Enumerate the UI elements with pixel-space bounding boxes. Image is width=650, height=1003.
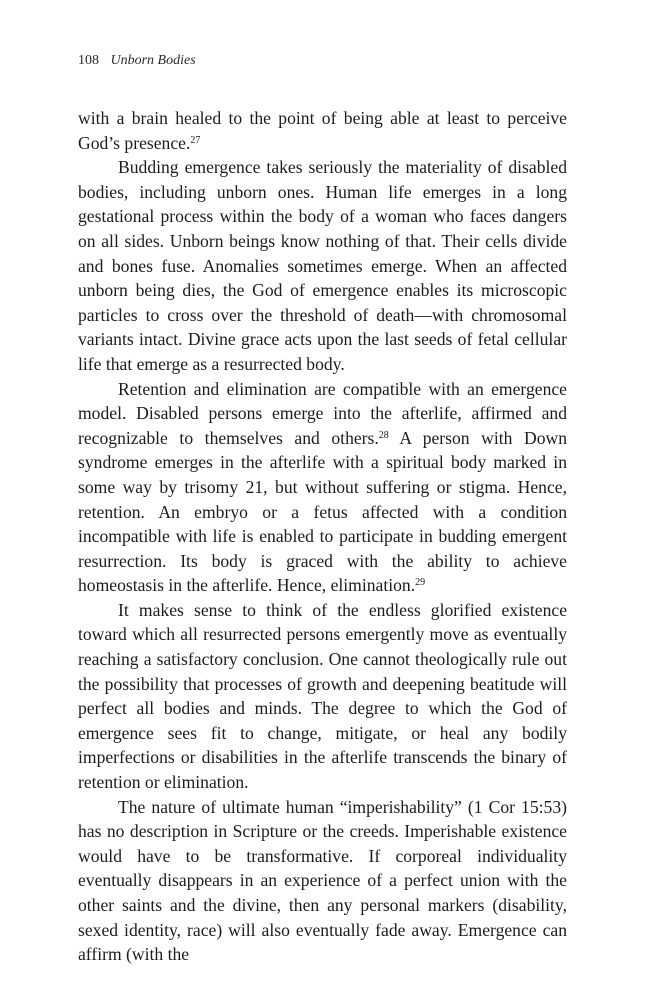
footnote-marker-27: 27	[190, 134, 201, 146]
paragraph-4-text: It makes sense to think of the endless glorified existence toward which all resurrected persons emergently move as eventually reaching a satisfactory conclusion. One cannot theologically rule out the possibility that processes of growth and deepening beatitude will perfect all bodies and minds. The degree to which the God of emergence sees fit to change, mitigate, or heal any bodily imperfections or disabilities in the afterlife transcends the binary of retention or elimination.	[78, 599, 567, 793]
paragraph-4	[78, 598, 567, 795]
paragraph-3-text-before-note: Retention and elimination are compatible with an emergence model. Disabled persons emerge into the afterlife, affirmed and recognizable to themselves and others.	[78, 378, 567, 448]
paragraph-1-text: with a brain healed to the point of being able at least to perceive God’s presence.	[78, 108, 567, 153]
footnote-marker-28: 28	[378, 429, 389, 441]
book-title: Unborn Bodies	[110, 53, 196, 68]
paragraph-2-text: Budding emergence takes seriously the materiality of disabled bodies, including unborn ones. Human life emerges in a long gestational process within the body of a woman who faces dangers on all sides. Unborn beings know nothing of that. Their cells divide and bones fuse. Anomalies sometimes emerge. When an affected unborn being dies, the God of emergence enables its microscopic particles to cross over the threshold of death—with chromosomal variants intact. Divine grace acts upon the last seeds of fetal cellular life that emerge as a resurrected body.	[78, 157, 567, 374]
paragraph-5	[78, 795, 567, 967]
paragraph-3	[78, 377, 567, 598]
running-head	[78, 53, 196, 69]
footnote-marker-29: 29	[415, 577, 426, 589]
paragraph-1	[78, 106, 567, 155]
paragraph-5-text: The nature of ultimate human “imperishability” (1 Cor 15:53) has no description in Scripture or the creeds. Imperishable existence would have to be transformative. If corporeal individuality eventually disappears in an experience of a perfect union with the other saints and the divine, then any personal markers (disability, sexed identity, race) will also eventually fade away. Emergence can affirm (with the	[78, 796, 567, 965]
page-number: 108	[78, 53, 99, 68]
paragraph-3-text-after-note: A person with Down syndrome emerges in the afterlife with a spiritual body marked in some way by trisomy 21, but without suffering or stigma. Hence, retention. An embryo or a fetus affected with a condition incompatible with life is enabled to participate in budding emergent resurrection. Its body is graced with the ability to achieve homeostasis in the afterlife. Hence, elimination.	[78, 427, 568, 596]
body-text	[78, 106, 567, 967]
paragraph-2	[78, 155, 567, 376]
